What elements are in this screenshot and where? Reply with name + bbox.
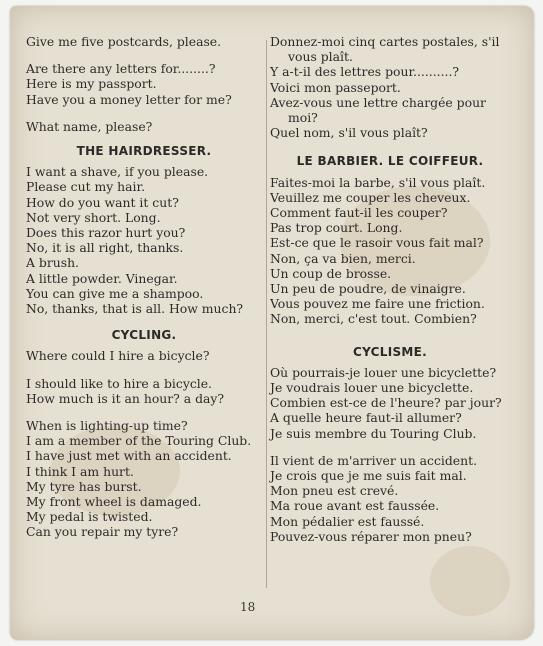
phrase-line: Mon pédalier est faussé. [270,513,425,529]
phrase-line: Où pourrais-je louer une bicyclette? [270,364,497,380]
phrase-line: Je voudrais louer une bicyclette. [270,380,474,396]
block-cycling-3-fr [270,453,510,544]
phrase-line: When is lighting-up time? [26,418,188,434]
block-greetings-fr [270,34,510,64]
paper-stain [430,546,510,616]
phrase-line: Faites-moi la barbe, s'il vous plaît. [270,174,486,190]
phrase-line: No, thanks, that is all. How much? [26,301,244,317]
phrase-line: Veuillez me couper les cheveux. [270,189,471,205]
phrase-line: Combien est-ce de l'heure? par jour? [270,395,502,411]
phrase-line: Donnez-moi cinq cartes postales, s'il vous plaît. [270,34,500,65]
section-heading-barbier: LE BARBIER. LE COIFFEUR. [296,154,484,169]
block-cycling-3 [26,418,262,540]
phrase-line: Je crois que je me suis fait mal. [270,468,467,484]
phrase-line: Pouvez-vous réparer mon pneu? [270,528,472,544]
phrase-line: You can give me a shampoo. [26,285,204,301]
phrase-line: I think I am hurt. [26,463,134,479]
phrase-line: Un peu de poudre, de vinaigre. [270,281,466,297]
phrase-line: Pas trop court. Long. [270,220,403,236]
block-cycling-1-fr [270,365,510,380]
phrase-line: Please cut my hair. [26,179,146,195]
phrase-line: Comment faut-il les couper? [270,205,448,221]
phrase-line: Je suis membre du Touring Club. [270,425,477,441]
phrase-line: Where could I hire a bicycle? [26,348,210,364]
phrase-line: Est-ce que le rasoir vous fait mal? [270,235,484,251]
phrase-line: I should like to hire a bicycle. [26,375,212,391]
phrase-line: I am a member of the Touring Club. [26,433,252,449]
phrase-line: Avez-vous une lettre chargée pour moi? [270,94,486,126]
english-column [26,34,262,540]
phrase-line: A little powder. Vinegar. [26,270,178,286]
block-hairdresser-fr [270,175,510,327]
phrase-line: Have you a money letter for me? [26,91,232,107]
section-heading-cyclisme: CYCLISME. [352,344,428,359]
phrase-line: My tyre has burst. [26,478,142,494]
phrase-line: Does this razor hurt you? [26,225,186,241]
block-cycling-2-fr [270,380,510,441]
phrase-line: Non, merci, c'est tout. Combien? [270,311,477,327]
phrase-line: Un coup de brosse. [270,265,392,281]
phrase-line: Y a-t-il des lettres pour..........? [270,64,460,80]
phrase-line: Il vient de m'arriver un accident. [270,452,478,468]
phrase-line: Vous pouvez me faire une friction. [270,296,485,312]
phrase-line: How much is it an hour? a day? [26,390,225,406]
section-heading-hairdresser: THE HAIRDRESSER. [76,144,212,159]
phrase-line: How do you want it cut? [26,194,179,210]
phrase-line: A brush. [26,255,79,271]
phrase-line: What name, please? [26,118,153,134]
phrase-line: Not very short. Long. [26,209,161,225]
phrase-line: I have just met with an accident. [26,448,232,464]
phrase-line: Voici mon passeport. [270,79,401,95]
phrase-line: Non, ça va bien, merci. [270,250,416,266]
phrase-line: A quelle heure faut-il allumer? [270,410,462,426]
phrase-line: No, it is all right, thanks. [26,240,184,256]
phrase-line: Here is my passport. [26,76,157,92]
phrase-line: Give me five postcards, please. [26,34,222,49]
phrase-line: Are there any letters for........? [26,61,216,77]
column-divider [266,40,267,588]
page-number: 18 [240,600,256,614]
phrase-line: My pedal is twisted. [26,509,153,525]
phrase-line: Ma roue avant est faussée. [270,498,440,514]
block-letters [26,61,262,107]
block-cycling-1 [26,348,262,363]
french-column [270,34,510,544]
section-heading-cycling: CYCLING. [111,328,177,343]
phrase-line: Quel nom, s'il vous plaît? [270,125,428,141]
block-hairdresser [26,164,262,316]
block-greetings [26,34,262,49]
block-letters-fr [270,64,510,140]
phrase-line: My front wheel is damaged. [26,494,202,510]
phrase-line: I want a shave, if you please. [26,164,209,180]
phrase-line: Mon pneu est crevé. [270,483,399,499]
phrase-line: Can you repair my tyre? [26,524,179,540]
block-cycling-2 [26,376,262,406]
block-name-question [26,119,262,134]
